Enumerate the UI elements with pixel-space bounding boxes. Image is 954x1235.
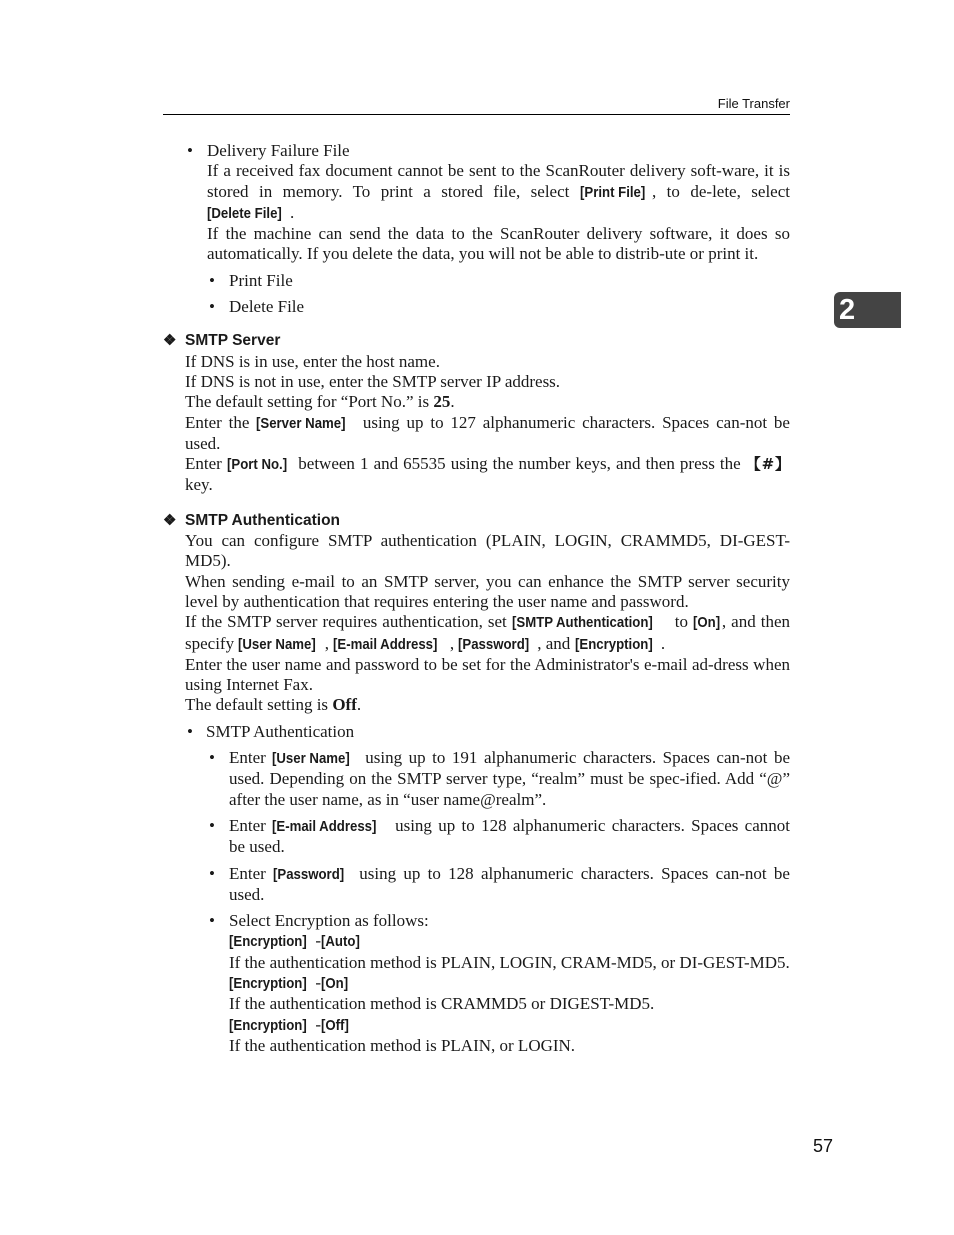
sub-bullet-encryption (163, 911, 790, 1056)
section-heading-smtp-authentication (163, 511, 790, 531)
sub-bullet-user-name (163, 748, 790, 810)
user-name-key: [User Name] (238, 635, 317, 653)
sub-bullet-print-file (163, 271, 790, 291)
running-header: File Transfer (717, 96, 790, 111)
delete-file-key: [Delete File] (207, 204, 282, 222)
paragraph: When sending e-mail to an SMTP server, you can enhance the SMTP server security level by authentication that requires entering the user name and password. (185, 571, 790, 611)
delivery-paragraph-1 (163, 161, 790, 224)
bullet-smtp-authentication (163, 722, 790, 742)
delivery-paragraph-2: If the machine can send the data to the ScanRouter delivery software, it does so automatically. If you delete the data, you will not be able to distrib-ute or print it. (207, 224, 790, 264)
off-key: [Off] (321, 1016, 349, 1034)
text: using up to 127 alphanumeric characters. Spaces can-not be used. (185, 412, 790, 453)
smtp-auth-text (163, 531, 790, 716)
smtp-authentication-key: [SMTP Authentication] (511, 614, 653, 632)
text: , and (537, 633, 575, 653)
dash: - (315, 972, 322, 992)
auto-key: [Auto] (321, 933, 360, 951)
sub-bullet-password (163, 864, 790, 906)
chapter-tab: 2 (834, 292, 901, 328)
text: using up to 128 alphanumeric characters. Spaces cannot be used. (229, 815, 790, 857)
paragraph (185, 612, 790, 655)
line (185, 392, 790, 412)
section-heading-smtp-server (163, 331, 790, 351)
encryption-key: [Encryption] (229, 1016, 307, 1034)
text: key. (185, 475, 213, 495)
text: , to de-lete, select (651, 181, 790, 201)
text: Enter (229, 748, 273, 768)
text: . (290, 202, 295, 222)
text: Enter (185, 454, 227, 474)
smtp-server-text (163, 352, 790, 496)
encryption-auto-desc: If the authentication method is PLAIN, LOGIN, CRAM-MD5, or DI-GEST-MD5. (229, 952, 790, 972)
heading-text: SMTP Server (185, 332, 281, 350)
text: • Select Encryption as follows: (229, 911, 429, 931)
text: . (356, 695, 362, 715)
encryption-off-desc: If the authentication method is PLAIN, or LOGIN. (229, 1035, 576, 1055)
encryption-off-label (229, 1015, 790, 1036)
diamond-icon: ❖ (163, 332, 177, 350)
hash-key: 【#】 (745, 455, 790, 474)
user-name-key: [User Name] (272, 750, 351, 768)
heading-text: SMTP Authentication (185, 511, 340, 529)
text: , (449, 633, 459, 653)
encryption-auto-label (229, 931, 790, 952)
line (185, 454, 790, 496)
print-file-key: [Print File] (579, 183, 646, 201)
line: If DNS is not in use, enter the SMTP server IP address. (185, 371, 561, 391)
sub-bullet-delete-file (163, 297, 790, 317)
text: . (450, 392, 455, 412)
paragraph: Enter the user name and password to be set for the Administrator's e-mail ad-dress when using Internet Fax. (185, 654, 790, 695)
server-name-key: [Server Name] (256, 414, 346, 432)
password-key: [Password] (458, 635, 530, 653)
dash: - (315, 1014, 322, 1034)
text: If a received fax document cannot be sent to the ScanRouter delivery soft-ware, it is stored in memory. To print a stored file, select (207, 161, 790, 201)
text: If the SMTP server requires authentication, set (185, 612, 512, 632)
dash: - (315, 931, 322, 951)
header-rule (163, 114, 790, 115)
email-address-key: [E-mail Address] (333, 635, 438, 653)
text: using up to 128 alphanumeric characters. Spaces can-not be used. (229, 863, 790, 904)
paragraph: You can configure SMTP authentication (PLAIN, LOGIN, CRAMMD5, DI-GEST-MD5). (185, 531, 790, 571)
default-port-value: 25 (433, 392, 451, 412)
password-key: [Password] (273, 865, 345, 883)
text: Print File (229, 270, 293, 290)
text: . (660, 633, 666, 653)
text: to (669, 612, 694, 632)
text: SMTP Authentication (206, 721, 355, 741)
text: Delete File (229, 297, 305, 317)
encryption-key: [Encryption] (229, 933, 307, 951)
line (185, 413, 790, 455)
default-value: Off (332, 695, 357, 715)
sub-bullet-email-address (163, 816, 790, 858)
text: , (324, 633, 334, 653)
diamond-icon: ❖ (163, 511, 177, 529)
encryption-on-desc: If the authentication method is CRAMMD5 or DIGEST-MD5. (229, 994, 655, 1014)
text: The default setting is (185, 695, 333, 715)
page-body (163, 141, 790, 1056)
line: If DNS is in use, enter the host name. (185, 351, 440, 371)
text: Enter (229, 815, 273, 835)
bullet-delivery-failure-file (163, 141, 790, 161)
text: The default setting for “Port No.” is (185, 392, 434, 412)
paragraph (185, 695, 790, 715)
encryption-key: [Encryption] (229, 974, 307, 992)
text: between 1 and 65535 using the number keys, and then press the (293, 454, 746, 474)
on-key: [On] (321, 974, 349, 992)
bullet-label: Delivery Failure File (207, 141, 350, 160)
on-key: [On] (693, 614, 721, 632)
text: , and then specify (185, 612, 790, 653)
encryption-on-label (229, 973, 790, 994)
encryption-key: [Encryption] (574, 635, 653, 653)
text: Enter the (185, 412, 257, 432)
text: using up to 191 alphanumeric characters. Spaces can-not be used. Depending on the SMTP server type, “realm” must be spec-ified. Add “@” after the user name, as in “user name@realm”. (229, 748, 790, 809)
page-number: 57 (813, 1136, 834, 1156)
text: Enter (229, 863, 274, 883)
port-no-key: [Port No.] (226, 456, 288, 474)
email-address-key: [E-mail Address] (272, 817, 377, 835)
